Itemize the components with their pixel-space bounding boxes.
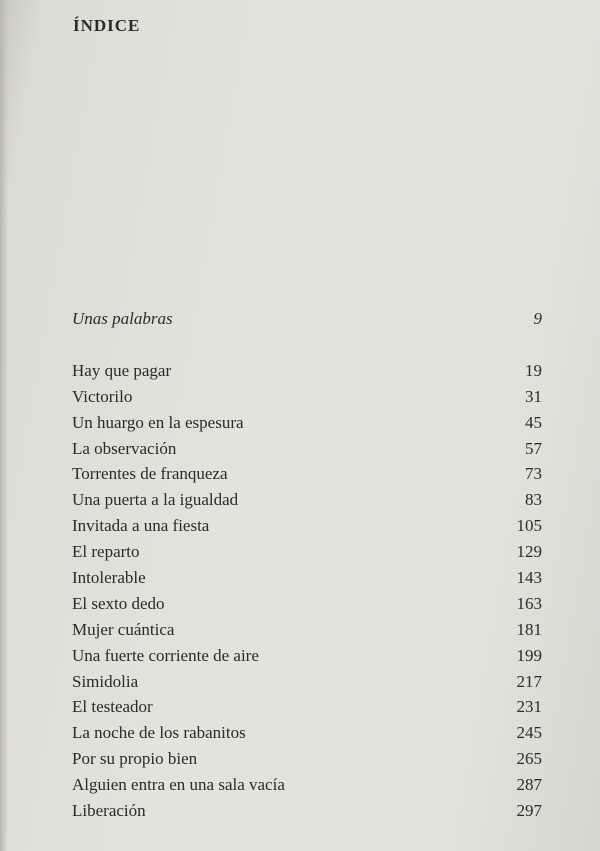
toc-title: Mujer cuántica — [72, 619, 175, 639]
toc-page-number: 181 — [516, 619, 542, 639]
toc-page-number: 105 — [516, 516, 542, 536]
toc-title: La observación — [72, 438, 177, 458]
toc-page-number: 143 — [516, 568, 542, 588]
toc-title: Por su propio bien — [72, 749, 198, 769]
toc-row — [72, 643, 548, 669]
toc-page-number: 245 — [516, 723, 542, 743]
toc-row — [72, 617, 548, 643]
toc-page-number: 45 — [525, 412, 542, 432]
toc-page-number: 83 — [525, 490, 542, 510]
toc-page-number: 265 — [516, 749, 542, 769]
toc-row — [72, 513, 548, 539]
toc-title: Un huargo en la espesura — [72, 412, 244, 432]
toc-title: Hay que pagar — [72, 360, 172, 380]
toc-row — [72, 436, 548, 462]
toc-page-number: 163 — [516, 593, 542, 613]
toc-page-number: 231 — [516, 697, 542, 717]
toc-title: Una puerta a la igualdad — [72, 490, 239, 510]
page-title: ÍNDICE — [73, 16, 141, 35]
toc-title: El testeador — [72, 697, 153, 717]
toc-page-number: 31 — [525, 386, 542, 406]
toc-row — [72, 798, 548, 824]
toc-intro-row — [72, 306, 548, 332]
toc-row — [72, 358, 548, 384]
toc-row — [72, 565, 548, 591]
toc-page-number: 287 — [516, 775, 542, 795]
toc-title: Invitada a una fiesta — [72, 516, 210, 536]
toc-title: El reparto — [72, 542, 140, 562]
toc-title: Torrentes de franqueza — [72, 464, 228, 484]
toc-page-number: 19 — [525, 360, 542, 380]
toc-title: Victorilo — [72, 386, 133, 406]
table-of-contents — [72, 306, 548, 824]
toc-page-number: 129 — [516, 542, 542, 562]
toc-title: El sexto dedo — [72, 593, 165, 613]
toc-page-number: 57 — [525, 438, 542, 458]
toc-row — [72, 384, 548, 410]
toc-row — [72, 461, 548, 487]
toc-row — [72, 772, 548, 798]
toc-page-number: 199 — [516, 645, 542, 665]
page-gutter-shadow — [0, 0, 8, 851]
toc-title: Intolerable — [72, 568, 146, 588]
toc-page-number: 217 — [516, 671, 542, 691]
toc-row — [72, 410, 548, 436]
toc-title: Simidolia — [72, 671, 139, 691]
toc-title: La noche de los rabanitos — [72, 723, 246, 743]
toc-title: Alguien entra en una sala vacía — [72, 775, 285, 795]
toc-row — [72, 720, 548, 746]
toc-row — [72, 591, 548, 617]
toc-intro-page: 9 — [533, 309, 542, 328]
toc-row — [72, 694, 548, 720]
toc-intro-title: Unas palabras — [72, 309, 173, 328]
toc-row — [72, 746, 548, 772]
toc-row — [72, 539, 548, 565]
toc-page-number: 297 — [516, 801, 542, 821]
toc-row — [72, 487, 548, 513]
toc-title: Una fuerte corriente de aire — [72, 645, 259, 665]
toc-page-number: 73 — [525, 464, 542, 484]
toc-row — [72, 669, 548, 695]
toc-title: Liberación — [72, 801, 146, 821]
